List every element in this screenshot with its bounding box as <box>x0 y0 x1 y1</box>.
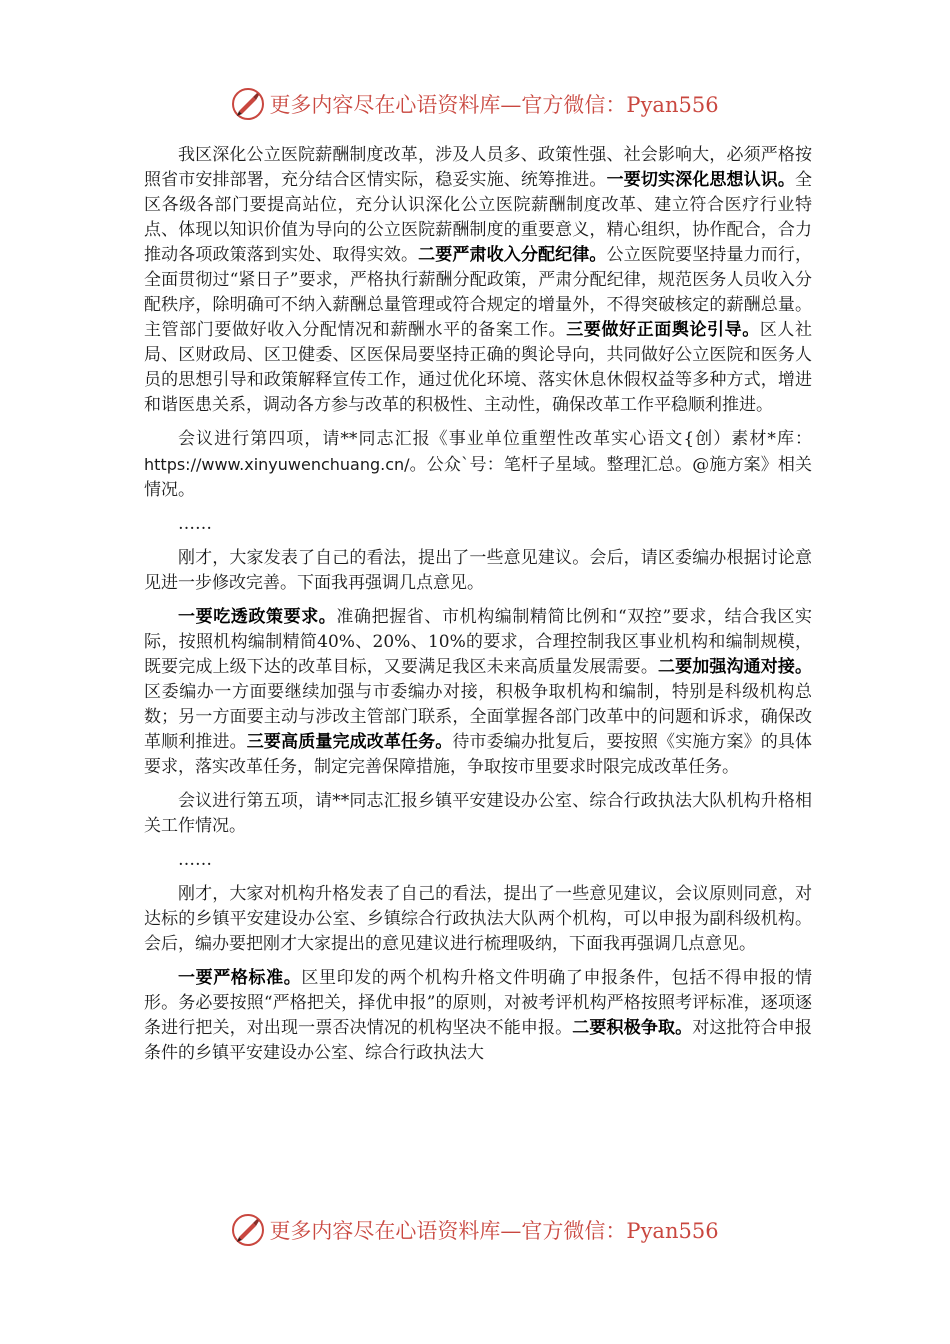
paragraph-policy-points: 一要吃透政策要求。准确把握省、市机构编制精简比例和“双控”要求，结合我区实际，按照机构编制精简40%、20%、10%的要求，合理控制我区事业机构和编制规模，既要完成上级下达的改革目标，又要满足我区未来高质量发展需要。二要加强沟通对接。区委编办一方面要继续加强与市委编办对接，积极争取机构和编制，特别是科级机构总数；另一方面要主动与涉改主管部门联系，全面掌握各部门改革中的问题和诉求，确保改革顺利推进。三要高质量完成改革任务。待市委编办批复后，要按照《实施方案》的具体要求，落实改革任务，制定完善保障措施，争取按市里要求时限完成改革任务。 <box>144 607 813 777</box>
paragraph-upgrade-points: 一要严格标准。区里印发的两个机构升格文件明确了申报条件，包括不得申报的情形。务必要按照“严格把关，择优申报”的原则，对被考评机构严格按照考评标准，逐项逐条进行把关，对出现一票否决情况的机构坚决不能申报。二要积极争取。对这批符合申报条件的乡镇平安建设办公室、综合行政执法大 <box>144 968 813 1063</box>
banner-text: 更多内容尽在心语资料库—官方微信：Pyan556 <box>269 93 719 117</box>
pen-brush-logo-icon <box>231 87 265 121</box>
paragraph-agenda-item-four: 会议进行第四项，请**同志汇报《事业单位重塑性改革实心语文{创）素材*库：https://www.xinyuwenchuang.cn/。公众`号：笔杆子星域。整理汇总。@施方案》相关情况。 <box>144 429 812 500</box>
paragraph-remarks-one: 刚才，大家发表了自己的看法，提出了一些意见建议。会后，请区委编办根据讨论意见进一步修改完善。下面我再强调几点意见。 <box>144 548 812 593</box>
ellipsis-separator: …… <box>178 850 212 870</box>
banner-text: 更多内容尽在心语资料库—官方微信：Pyan556 <box>269 1219 719 1243</box>
document-body <box>144 143 812 1075</box>
ellipsis-separator: …… <box>178 514 212 534</box>
paragraph-remarks-two: 刚才，大家对机构升格发表了自己的看法，提出了一些意见建议，会议原则同意，对达标的乡镇平安建设办公室、乡镇综合行政执法大队两个机构，可以申报为副科级机构。会后，编办要把刚才大家提出的意见建议进行梳理吸纳，下面我再强调几点意见。 <box>144 884 812 954</box>
pen-brush-logo-icon <box>231 1213 265 1247</box>
paragraph-salary-reform: 我区深化公立医院薪酬制度改革，涉及人员多、政策性强、社会影响大，必须严格按照省市安排部署，充分结合区情实际，稳妥实施、统筹推进。一要切实深化思想认识。全区各级各部门要提高站位，充分认识深化公立医院薪酬制度改革、建立符合医疗行业特点、体现以知识价值为导向的公立医院薪酬制度的重要意义，精心组织，协作配合，合力推动各项政策落到实处、取得实效。二要严肃收入分配纪律。公立医院要坚持量力而行，全面贯彻过“紧日子”要求，严格执行薪酬分配政策，严肃分配纪律，规范医务人员收入分配秩序，除明确可不纳入薪酬总量管理或符合规定的增量外，不得突破核定的薪酬总量。主管部门要做好收入分配情况和薪酬水平的备案工作。三要做好正面舆论引导。区人社局、区财政局、区卫健委、区医保局要坚持正确的舆论导向，共同做好公立医院和医务人员的思想引导和政策解释宣传工作，通过优化环境、落实休息休假权益等多种方式，增进和谐医患关系，调动各方参与改革的积极性、主动性，确保改革工作平稳顺利推进。 <box>144 145 813 415</box>
header-banner <box>0 82 950 126</box>
paragraph-agenda-item-five: 会议进行第五项，请**同志汇报乡镇平安建设办公室、综合行政执法大队机构升格相关工作情况。 <box>144 791 812 836</box>
source-url: https://www.xinyuwenchuang.cn/ <box>144 455 410 474</box>
footer-banner <box>0 1208 950 1252</box>
